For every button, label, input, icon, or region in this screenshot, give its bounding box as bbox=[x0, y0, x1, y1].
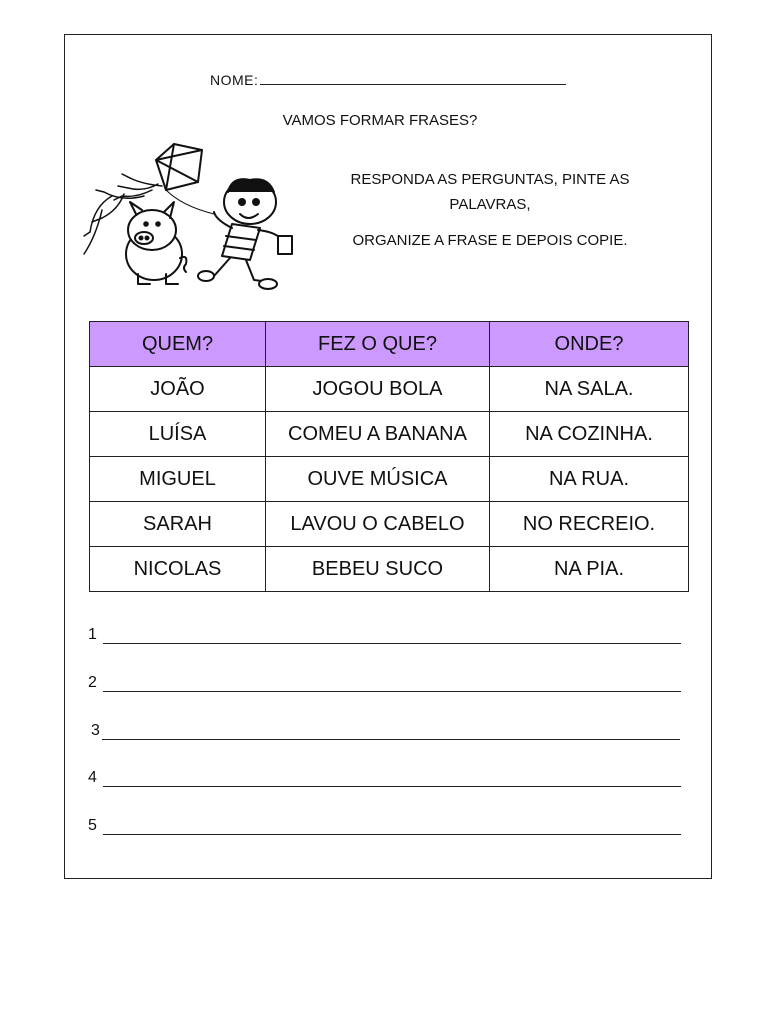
answer-number: 2 bbox=[88, 674, 97, 691]
table-row bbox=[90, 457, 689, 502]
answer-line-3 bbox=[91, 722, 680, 740]
table-cell[interactable]: JOÃO bbox=[90, 367, 266, 412]
table-cell[interactable]: NICOLAS bbox=[90, 547, 266, 592]
table-row bbox=[90, 412, 689, 457]
answer-line-1 bbox=[88, 626, 681, 644]
table-row bbox=[90, 367, 689, 412]
header-fez-o-que: FEZ O QUE? bbox=[266, 322, 490, 367]
table-header-row bbox=[90, 322, 689, 367]
answer-line-4 bbox=[88, 769, 681, 787]
header-onde: ONDE? bbox=[490, 322, 689, 367]
answer-number: 3 bbox=[91, 722, 100, 739]
answer-line-2 bbox=[88, 674, 681, 692]
name-label: NOME: bbox=[210, 72, 259, 88]
answer-blank[interactable] bbox=[103, 820, 681, 835]
table-cell[interactable]: LUÍSA bbox=[90, 412, 266, 457]
answer-blank[interactable] bbox=[102, 725, 680, 740]
table-cell[interactable]: NA PIA. bbox=[490, 547, 689, 592]
table-cell[interactable]: COMEU A BANANA bbox=[266, 412, 490, 457]
answer-blank[interactable] bbox=[103, 772, 681, 787]
instruction-2: ORGANIZE A FRASE E DEPOIS COPIE. bbox=[352, 232, 628, 249]
instruction-1: RESPONDA AS PERGUNTAS, PINTE AS PALAVRAS, bbox=[350, 171, 630, 213]
worksheet-title: VAMOS FORMAR FRASES? bbox=[282, 112, 478, 129]
table-cell[interactable]: LAVOU O CABELO bbox=[266, 502, 490, 547]
table-cell[interactable]: SARAH bbox=[90, 502, 266, 547]
answer-number: 4 bbox=[88, 769, 97, 786]
table-row bbox=[90, 502, 689, 547]
kite-icon bbox=[156, 144, 214, 214]
table-cell[interactable]: MIGUEL bbox=[90, 457, 266, 502]
pig-icon bbox=[126, 202, 186, 284]
words-table bbox=[89, 321, 689, 592]
table-cell[interactable]: BEBEU SUCO bbox=[266, 547, 490, 592]
table-row bbox=[90, 547, 689, 592]
table-cell[interactable]: OUVE MÚSICA bbox=[266, 457, 490, 502]
answer-blank[interactable] bbox=[103, 629, 681, 644]
name-field bbox=[210, 72, 566, 88]
table-cell[interactable]: NA RUA. bbox=[490, 457, 689, 502]
answer-blank[interactable] bbox=[103, 677, 681, 692]
kite-pig-boy-illustration bbox=[82, 136, 304, 296]
answer-number: 1 bbox=[88, 626, 97, 643]
answer-number: 5 bbox=[88, 817, 97, 834]
name-line[interactable] bbox=[260, 72, 566, 85]
answer-line-5 bbox=[88, 817, 681, 835]
table-cell[interactable]: NA SALA. bbox=[490, 367, 689, 412]
table-cell[interactable]: NA COZINHA. bbox=[490, 412, 689, 457]
table-cell[interactable]: JOGOU BOLA bbox=[266, 367, 490, 412]
table-cell[interactable]: NO RECREIO. bbox=[490, 502, 689, 547]
boy-icon bbox=[198, 179, 292, 289]
header-quem: QUEM? bbox=[90, 322, 266, 367]
